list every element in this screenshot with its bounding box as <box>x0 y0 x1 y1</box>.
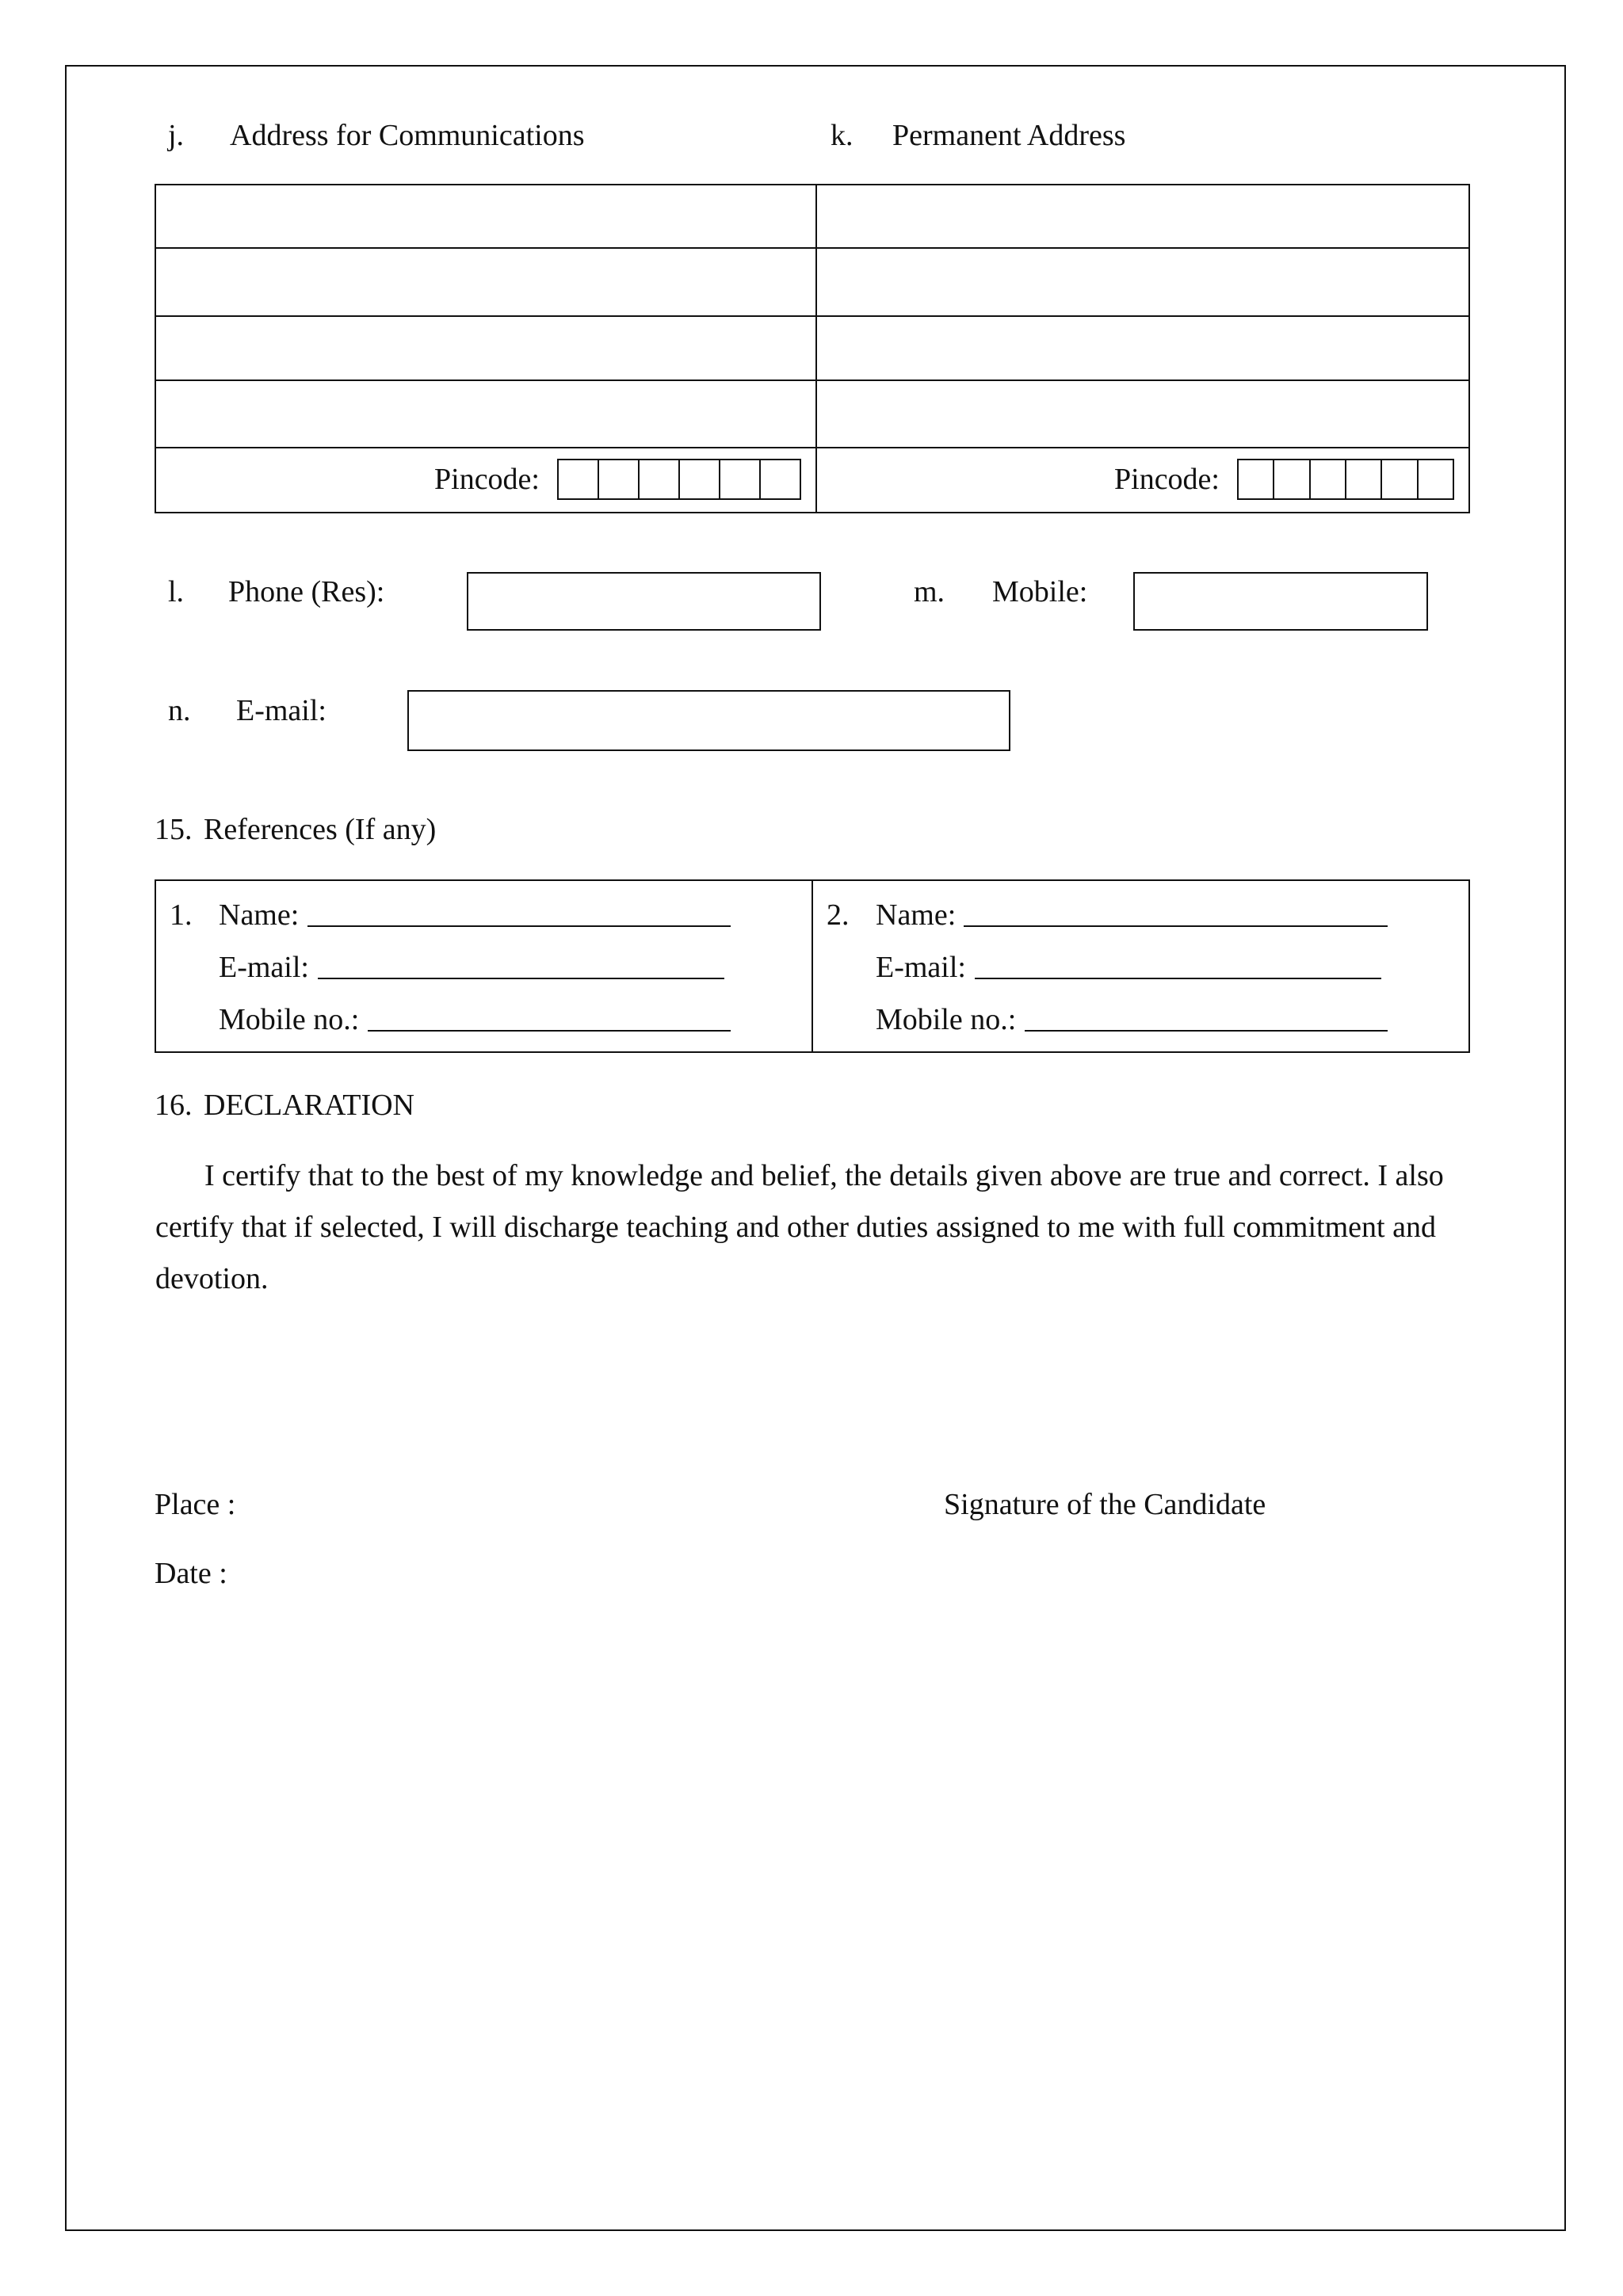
comm-address-line-1[interactable] <box>157 186 813 246</box>
ref1-marker: 1. <box>170 898 193 932</box>
ref1-name-field[interactable] <box>307 925 731 927</box>
references-number: 15. <box>155 813 193 846</box>
ref1-name-label: Name: <box>219 898 300 932</box>
address-row-line <box>155 247 1470 249</box>
references-divider <box>812 879 813 1053</box>
comm-address-line-3[interactable] <box>157 318 813 379</box>
address-row-line <box>155 447 1470 448</box>
address-row-line <box>155 379 1470 381</box>
phone-res-label: Phone (Res): <box>228 575 385 608</box>
ref1-email-label: E-mail: <box>219 951 309 984</box>
ref1-mobile-field[interactable] <box>368 1030 731 1032</box>
declaration-text: I certify that to the best of my knowledge and belief, the details given above are true and correct. I also certify that if selected, I will discharge teaching and other duties assigned to me with full commitment and devotion. <box>155 1159 1444 1295</box>
references-title: References (If any) <box>204 813 437 846</box>
address-table-divider <box>815 184 817 513</box>
ref2-mobile-label: Mobile no.: <box>876 1003 1017 1036</box>
mobile-field[interactable] <box>1133 572 1428 631</box>
permanent-address-label: Permanent Address <box>892 119 1126 152</box>
comm-address-line-4[interactable] <box>157 382 813 446</box>
address-j-marker: j. <box>168 119 185 152</box>
perm-address-line-1[interactable] <box>819 186 1468 246</box>
perm-address-line-3[interactable] <box>819 318 1468 379</box>
ref2-mobile-field[interactable] <box>1025 1030 1388 1032</box>
address-communications-label: Address for Communications <box>230 119 585 152</box>
email-marker: n. <box>168 694 191 727</box>
phone-marker: l. <box>168 575 185 608</box>
perm-address-line-4[interactable] <box>819 382 1468 446</box>
ref1-email-field[interactable] <box>318 978 724 979</box>
signature-label: Signature of the Candidate <box>944 1488 1266 1521</box>
comm-address-line-2[interactable] <box>157 250 813 315</box>
declaration-number: 16. <box>155 1089 193 1122</box>
phone-res-field[interactable] <box>467 572 821 631</box>
address-row-line <box>155 315 1470 317</box>
ref1-mobile-label: Mobile no.: <box>219 1003 360 1036</box>
ref2-email-field[interactable] <box>975 978 1381 979</box>
date-label: Date : <box>155 1557 227 1590</box>
declaration-title: DECLARATION <box>204 1089 414 1122</box>
address-k-marker: k. <box>831 119 854 152</box>
ref2-name-label: Name: <box>876 898 957 932</box>
ref2-name-field[interactable] <box>964 925 1388 927</box>
perm-pincode-boxes[interactable] <box>1237 459 1454 500</box>
mobile-label: Mobile: <box>992 575 1088 608</box>
email-label: E-mail: <box>236 694 327 727</box>
ref2-email-label: E-mail: <box>876 951 966 984</box>
ref2-marker: 2. <box>827 898 850 932</box>
email-field[interactable] <box>407 690 1010 751</box>
perm-pincode-label: Pincode: <box>1114 463 1220 496</box>
perm-address-line-2[interactable] <box>819 250 1468 315</box>
place-label: Place : <box>155 1488 236 1521</box>
comm-pincode-boxes[interactable] <box>557 459 801 500</box>
mobile-marker: m. <box>914 575 945 608</box>
comm-pincode-label: Pincode: <box>434 463 540 496</box>
